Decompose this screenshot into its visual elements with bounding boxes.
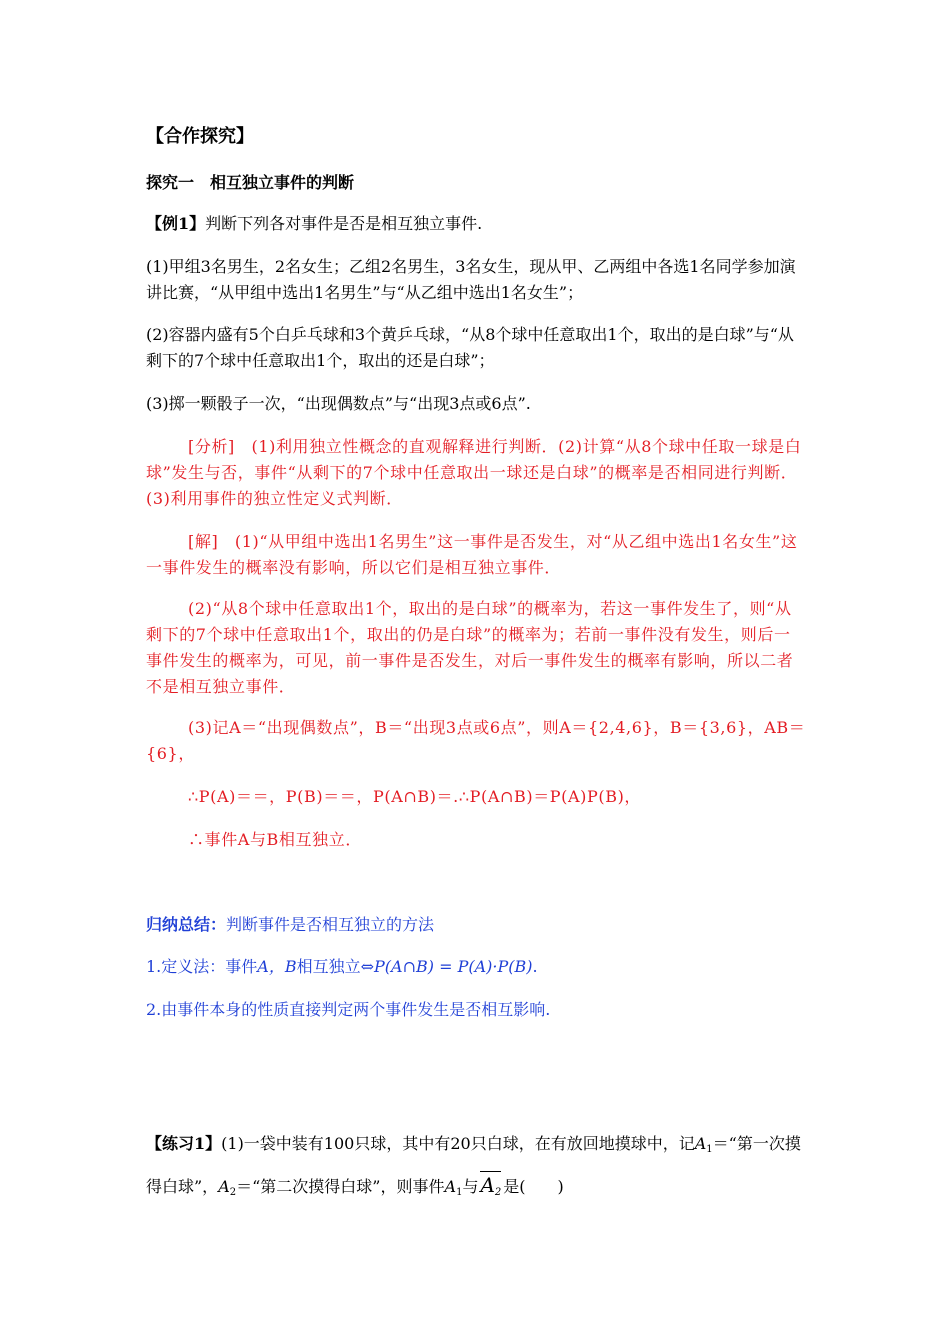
example-item-1: (1)甲组3名男生，2名女生；乙组2名男生，3名女生，现从甲、乙两组中各选1名同学参加演讲比赛，“从甲组中选出1名男生”与“从乙组中选出1名女生”； — [146, 257, 796, 302]
exploration-title: 探究一 相互独立事件的判断 — [146, 173, 355, 192]
event-a1-letter-repeat: A — [444, 1177, 457, 1196]
example-label: 【例1】 — [146, 214, 206, 233]
summary-item-1-prefix: 1.定义法：事件 — [146, 957, 258, 976]
exercise-1 — [146, 1124, 806, 1210]
complement-a2-symbol — [480, 1169, 501, 1200]
example-stem-text: 判断下列各对事件是否是相互独立事件. — [205, 214, 483, 233]
summary-label: 归纳总结： — [146, 915, 227, 934]
exercise-answer-blank: 是( ) — [503, 1177, 564, 1196]
event-a2-sub: 2 — [229, 1187, 237, 1198]
exercise-text-b: ＝“第一次摸得白球”， — [146, 1134, 801, 1196]
solution-part-3: (3)记A＝“出现偶数点”，B＝“出现3点或6点”，则A＝{2,4,6}，B＝{3,6}，AB＝{6}， — [146, 718, 806, 763]
exercise-text-a: (1)一袋中装有100只球，其中有20只白球，在有放回地摸球中，记 — [221, 1134, 695, 1153]
complement-a2-sub: 2 — [494, 1187, 502, 1198]
exercise-text-d: 与 — [462, 1177, 479, 1196]
event-a1-sub-repeat: 1 — [456, 1187, 463, 1198]
summary-item-1-end: . — [532, 957, 538, 976]
summary-item-1 — [146, 954, 806, 980]
summary-item-2: 2.由事件本身的性质直接判定两个事件发生是否相互影响. — [146, 1000, 551, 1019]
summary-heading — [146, 912, 806, 938]
exercise-text-c: ＝“第二次摸得白球”，则事件 — [236, 1177, 445, 1196]
solution-part-1: [解] (1)“从甲组中选出1名男生”这一事件是否发生，对“从乙组中选出1名女生”这一事件发生的概率没有影响，所以它们是相互独立事件． — [146, 532, 798, 577]
analysis-paragraph: [分析] (1)利用独立性概念的直观解释进行判断．(2)计算“从8个球中任取一球是白球”发生与否，事件“从剩下的7个球中任意取出一球还是白球”的概率是否相同进行判断．(3)利用事件的独立性定义式判断． — [146, 437, 802, 508]
example-item-3: (3)掷一颗骰子一次，“出现偶数点”与“出现3点或6点”. — [146, 394, 531, 413]
event-a1-sub: 1 — [706, 1144, 713, 1155]
summary-item-1-formula: P(A∩B) = P(A)·P(B) — [374, 957, 533, 976]
event-a2-letter: A — [218, 1177, 230, 1196]
example-stem — [146, 211, 806, 237]
complement-a2-letter: A — [480, 1173, 495, 1197]
summary-item-1-events: A，B — [257, 957, 297, 976]
solution-conclusion: ∴事件A与B相互独立． — [188, 830, 362, 849]
exercise-label: 【练习1】 — [146, 1134, 222, 1153]
solution-probabilities: ∴P(A)＝＝，P(B)＝＝，P(A∩B)＝.∴P(A∩B)＝P(A)P(B)， — [188, 787, 642, 806]
solution-part-2: (2)“从8个球中任意取出1个，取出的是白球”的概率为，若这一事件发生了，则“从剩下的7个球中任意取出1个，取出的仍是白球”的概率为；若前一事件没有发生，则后一事件发生的概率为，可见，前一事件是否发生，对后一事件发生的概率有影响，所以二者不是相互独立事件． — [146, 599, 794, 696]
summary-item-1-mid: 相互独立⇔ — [296, 957, 375, 976]
summary-title: 判断事件是否相互独立的方法 — [226, 915, 435, 934]
example-item-2: (2)容器内盛有5个白乒乓球和3个黄乒乓球，“从8个球中任意取出1个，取出的是白球”与“从剩下的7个球中任意取出1个，取出的还是白球”； — [146, 325, 794, 370]
event-a1-letter: A — [694, 1134, 707, 1153]
section-title: 【合作探究】 — [146, 126, 254, 147]
